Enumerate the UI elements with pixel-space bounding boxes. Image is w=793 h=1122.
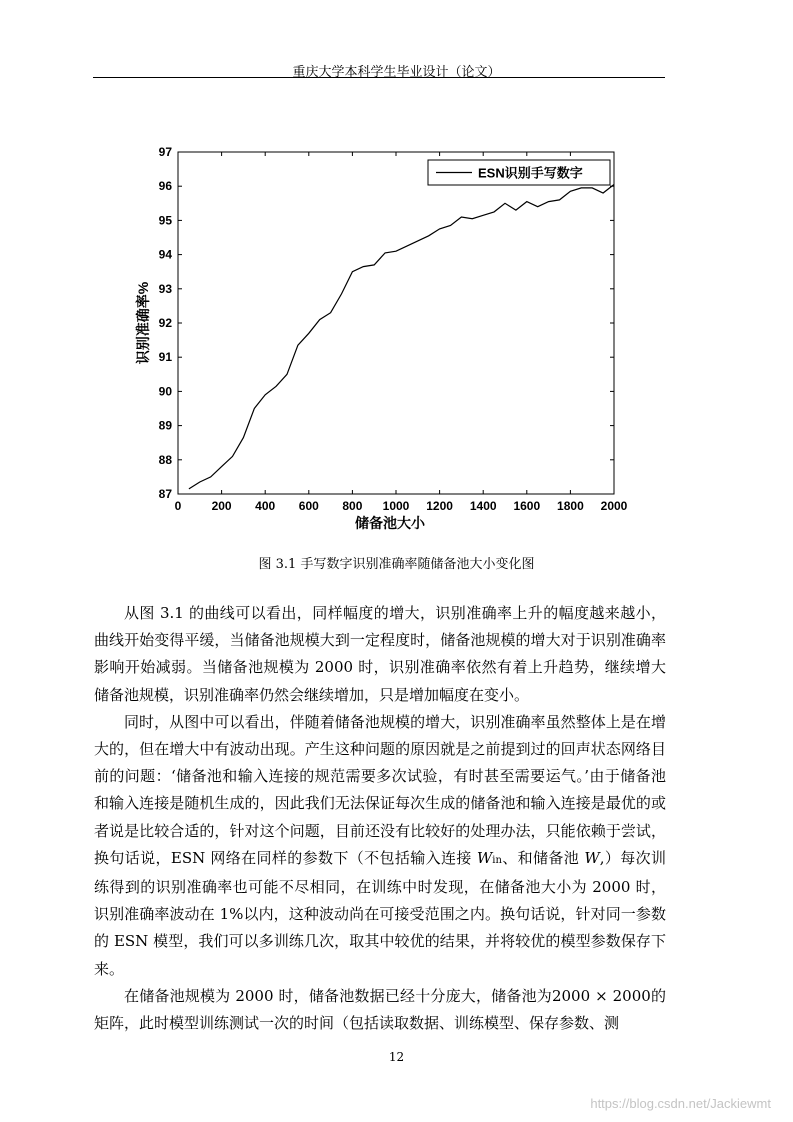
y-tick-label: 87 bbox=[158, 487, 172, 501]
symbol-w-in: W bbox=[476, 848, 493, 867]
y-tick-label: 92 bbox=[158, 316, 172, 330]
x-tick-label: 2000 bbox=[600, 499, 628, 513]
x-tick-label: 0 bbox=[174, 499, 182, 513]
y-tick-label: 96 bbox=[158, 179, 172, 194]
line-chart bbox=[130, 140, 630, 540]
legend-entry: ESN识别手写数字 bbox=[478, 165, 583, 181]
x-tick-label: 1200 bbox=[426, 499, 453, 513]
y-tick-label: 91 bbox=[158, 350, 172, 365]
paragraph-2 bbox=[94, 709, 666, 983]
x-tick-label: 400 bbox=[255, 499, 276, 513]
symbol-w: W bbox=[584, 848, 600, 867]
y-tick-label: 94 bbox=[158, 247, 172, 262]
x-tick-label: 1800 bbox=[557, 499, 584, 513]
watermark: https://blog.csdn.net/Jackiewmt bbox=[590, 1096, 771, 1111]
x-tick-label: 200 bbox=[211, 499, 232, 513]
x-tick-label: 600 bbox=[298, 499, 319, 513]
running-header: 重庆大学本科学生毕业设计（论文） bbox=[292, 65, 501, 80]
x-axis-label: 储备池大小 bbox=[355, 515, 425, 531]
x-tick-label: 1000 bbox=[382, 499, 410, 513]
paragraph-1: 从图 3.1 的曲线可以看出，同样幅度的增大，识别准确率上升的幅度越来越小，曲线开始变得平缓，当储备池规模大到一定程度时，储备池规模的增大对于识别准确率影响开始减弱。当储备池规模为 2000 时，识别准确率依然有着上升趋势，继续增大储备池规模，识别准确率仍然会继续增加，只是增加幅度在变小。 bbox=[94, 604, 666, 704]
series-line bbox=[189, 185, 614, 489]
figure bbox=[130, 140, 630, 540]
paragraph-2-part-a: 同时，从图中可以看出，伴随着储备池规模的增大，识别准确率虽然整体上是在增大的，但在增大中有波动出现。产生这种问题的原因就是之前提到过的回声状态网络目前的问题：‘储备池和输入连接的规范需要多次试验，有时甚至需要运气。’由于储备池和输入连接是随机生成的，因此我们无法保证每次生成的储备池和输入连接是最优的或者说是比较合适的，针对这个问题，目前还没有比较好的处理办法，只能依赖于尝试，换句话说，ESN 网络在同样的参数下（不包括输入连接 bbox=[94, 712, 666, 867]
y-tick-label: 95 bbox=[158, 213, 172, 228]
plot-frame bbox=[178, 152, 614, 494]
paragraph-3: 在储备池规模为 2000 时，储备池数据已经十分庞大，储备池为2000 × 2000的矩阵，此时模型训练测试一次的时间（包括读取数据、训练模型、保存参数、测 bbox=[94, 986, 666, 1033]
y-tick-label: 93 bbox=[158, 281, 172, 296]
y-tick-label: 89 bbox=[158, 418, 172, 433]
x-tick-label: 1600 bbox=[513, 499, 541, 513]
figure-caption: 图 3.1 手写数字识别准确率随储备池大小变化图 bbox=[258, 557, 535, 572]
y-axis-label: 识别准确率% bbox=[135, 281, 151, 365]
header-rule bbox=[93, 77, 665, 78]
y-tick-label: 88 bbox=[158, 452, 172, 467]
x-tick-label: 1400 bbox=[469, 499, 497, 513]
paragraph-2-part-b: 、和储备池 bbox=[501, 848, 585, 867]
body-text bbox=[94, 600, 666, 1037]
paragraph-2-part-c: ,）每次训练得到的识别准确率也可能不尽相同，在训练中时发现，在储备池大小为 2000 时，识别准确率波动在 1%以内，这种波动尚在可接受范围之内。换句话说，针对同一参数的 ESN 模型，我们可以多训练几次，取其中较优的结果，并将较优的模型参数保存下来。 bbox=[94, 848, 666, 978]
y-tick-label: 97 bbox=[158, 145, 172, 159]
symbol-w-in-subscript: in bbox=[492, 854, 502, 866]
y-tick-label: 90 bbox=[158, 384, 172, 399]
x-tick-label: 800 bbox=[342, 499, 363, 513]
page-number: 12 bbox=[388, 1050, 405, 1064]
